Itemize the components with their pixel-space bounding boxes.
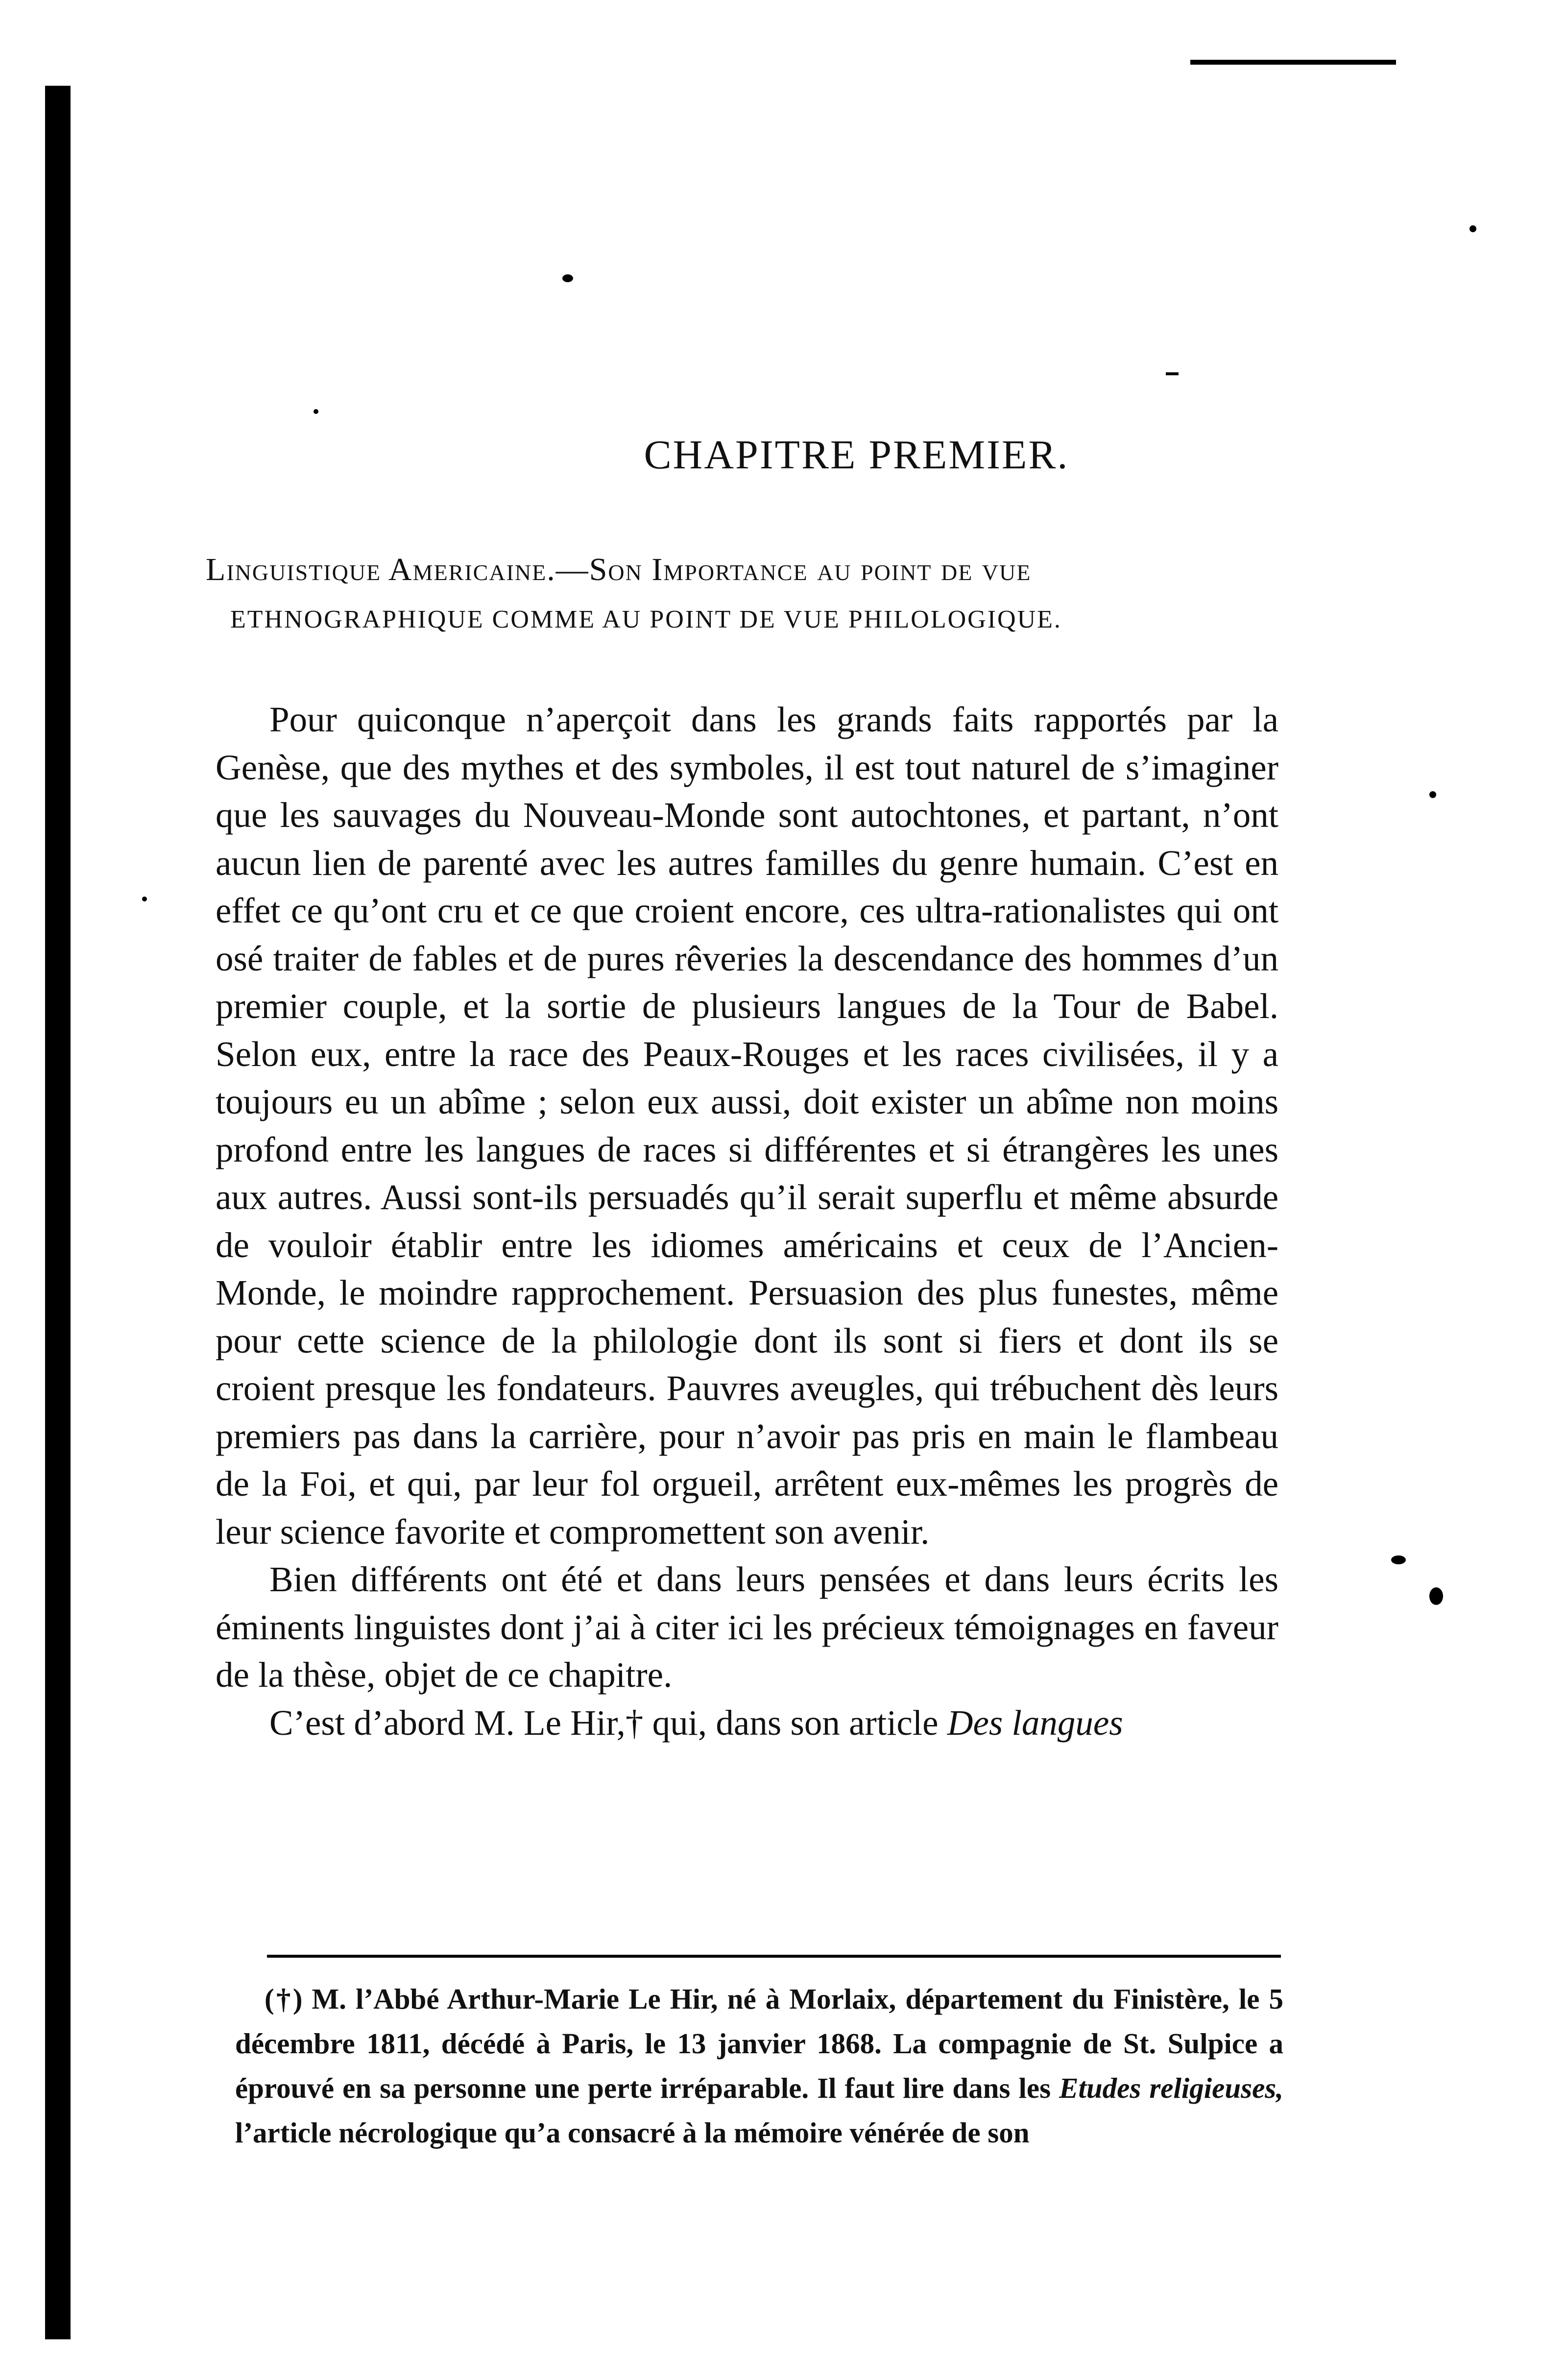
scan-speck bbox=[1429, 791, 1436, 798]
top-margin-mark bbox=[1190, 60, 1396, 65]
paragraph-3-text: C’est d’abord M. Le Hir,† qui, dans son article bbox=[269, 1702, 939, 1743]
scan-speck bbox=[562, 274, 573, 282]
chapter-title: CHAPITRE PREMIER. bbox=[644, 432, 1069, 478]
footnote bbox=[235, 1977, 1283, 2155]
scan-speck bbox=[1470, 225, 1476, 232]
footnote-text: (†) M. l’Abbé Arthur-Marie Le Hir, né à Morlaix, département du Finistère, le 5 décembre 1811, décédé à Paris, le 13 janvier 1868. La compagnie de St. Sulpice a éprouvé en sa personne une perte irréparable. Il faut lire dans les bbox=[235, 1983, 1283, 2104]
body-text bbox=[216, 696, 1278, 1747]
scan-speck bbox=[142, 897, 147, 901]
chapter-subheading-line-2: ETHNOGRAPHIQUE COMME AU POINT DE VUE PHILOLOGIQUE. bbox=[230, 606, 1062, 633]
scan-speck bbox=[313, 409, 318, 414]
footnote-divider bbox=[267, 1955, 1281, 1958]
paragraph-3-italic: Des langues bbox=[947, 1702, 1123, 1743]
paragraph-1: Pour quiconque n’aperçoit dans les grands faits rapportés par la Genèse, que des mythes et des symboles, il est tout naturel de s’imaginer que les sauvages du Nouveau-Monde sont autochtones, et partant, n’ont aucun lien de parenté avec les autres familles du genre humain. C’est en effet ce qu’ont cru et ce que croient encore, ces ultra-rationalistes qui ont osé traiter de fables et de pures rêveries la descendance des hommes d’un premier couple, et la sortie de plusieurs langues de la Tour de Babel. Selon eux, entre la race des Peaux-Rouges et les races civilisées, il y a toujours eu un abîme ; selon eux aussi, doit exister un abîme non moins profond entre les langues de races si différentes et si étrangères les unes aux autres. Aussi sont-ils persuadés qu’il serait superflu et même absurde de vouloir établir entre les idiomes américains et ceux de l’Ancien-Monde, le moindre rapprochement. Persuasion des plus funestes, même pour cette science de la philologie dont ils sont si fiers et dont ils se croient presque les fondateurs. Pauvres aveugles, qui trébuchent dès leurs premiers pas dans la carrière, pour n’avoir pas pris en main le flambeau de la Foi, et qui, par leur fol orgueil, arrêtent eux-mêmes les progrès de leur science favorite et compromettent son avenir. bbox=[216, 700, 1278, 1552]
scan-speck bbox=[1391, 1555, 1406, 1564]
scan-speck bbox=[1166, 372, 1179, 375]
footnote-italic: Etudes religieuses, bbox=[1059, 2072, 1284, 2104]
footnote-tail: l’article nécrologique qu’a consacré à la mémoire vénérée de son bbox=[235, 2116, 1030, 2149]
paragraph-3 bbox=[216, 1699, 1278, 1747]
chapter-subheading-line-1: Linguistique Americaine.—Son Importance au point de vue bbox=[206, 552, 1032, 587]
scan-speck bbox=[1429, 1587, 1443, 1605]
page-binding-edge bbox=[45, 86, 71, 2339]
paragraph-2: Bien différents ont été et dans leurs pensées et dans leurs écrits les éminents linguistes dont j’ai à citer ici les précieux témoignages en faveur de la thèse, objet de ce chapitre. bbox=[216, 1559, 1278, 1695]
